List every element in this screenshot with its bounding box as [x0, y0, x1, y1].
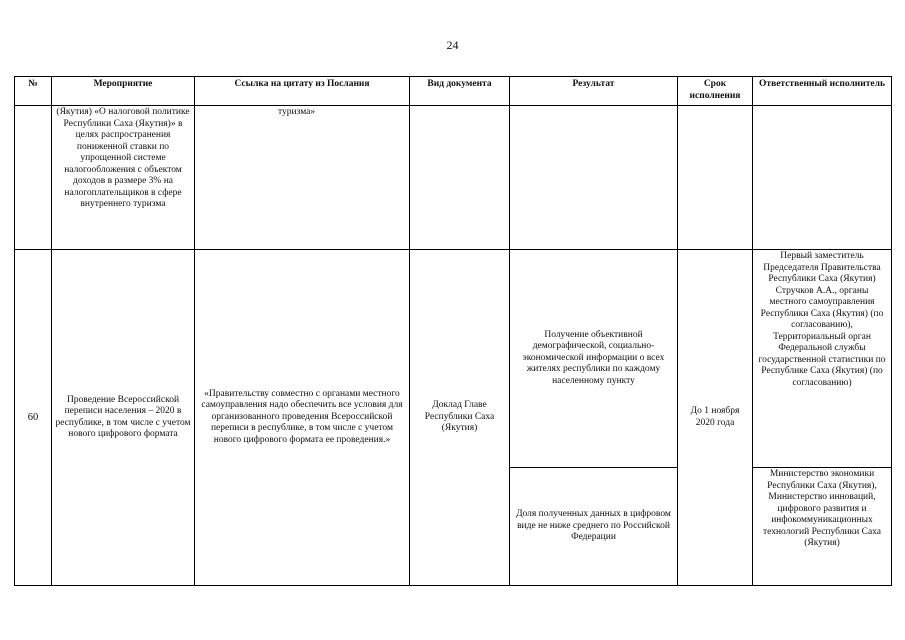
header-citation: Ссылка на цитату из Послания	[195, 77, 410, 106]
row-citation	[195, 106, 410, 250]
table-row	[15, 250, 892, 468]
row-responsible	[753, 106, 892, 250]
row-deadline: До 1 ноября 2020 года	[678, 250, 753, 586]
row-result	[510, 106, 678, 250]
row-responsible: Министерство экономики Республики Саха (Якутия), Министерство инноваций, цифрового развития и инфокоммуникационных технологий Республики Саха (Якутия)	[753, 468, 892, 586]
table-header-row	[15, 77, 892, 106]
header-result: Результат	[510, 77, 678, 106]
row-event: Проведение Всероссийской переписи населения – 2020 в республике, в том числе с учетом нового цифрового формата	[52, 250, 195, 586]
measures-table	[14, 76, 892, 586]
row-result: Доля полученных данных в цифровом виде не ниже среднего по Российской Федерации	[510, 468, 678, 586]
header-number: №	[15, 77, 52, 106]
page-number: 24	[446, 38, 459, 52]
row-number: 60	[15, 250, 52, 586]
row-doc-type	[410, 106, 510, 250]
row-result: Получение объективной демографической, социально-экономической информации о всех жителях республики по каждому населенному пункту	[510, 250, 678, 468]
row-doc-type: Доклад Главе Республики Саха (Якутия)	[410, 250, 510, 586]
row-citation: «Правительству совместно с органами местного самоуправления надо обеспечить все условия для организованного проведения Всероссийской переписи в республике, в том числе с учетом нового цифрового формата ее проведения.»	[195, 250, 410, 586]
row-event: (Якутия) «О налоговой политике Республики Саха (Якутия)» в целях распространения пониженной ставки по упрощенной системе налогообложения с объектом доходов в размере 3% на налогоплательщиков в сфере внутреннего туризма	[52, 106, 195, 250]
row-responsible: Первый заместитель Председателя Правительства Республики Саха (Якутия) Стручков А.А., органы местного самоуправления Республики Саха (Якутия) (по согласованию), Территориальный орган Федеральной службы государственной статистики по Республике Саха (Якутия) (по согласованию)	[753, 250, 892, 468]
header-deadline: Срок исполнения	[678, 77, 753, 106]
header-responsible: Ответственный исполнитель	[753, 77, 892, 106]
table-row	[15, 106, 892, 250]
header-doc-type: Вид документа	[410, 77, 510, 106]
header-event: Мероприятие	[52, 77, 195, 106]
row-deadline	[678, 106, 753, 250]
row-citation-text: туризма»	[278, 107, 316, 117]
row-number	[15, 106, 52, 250]
